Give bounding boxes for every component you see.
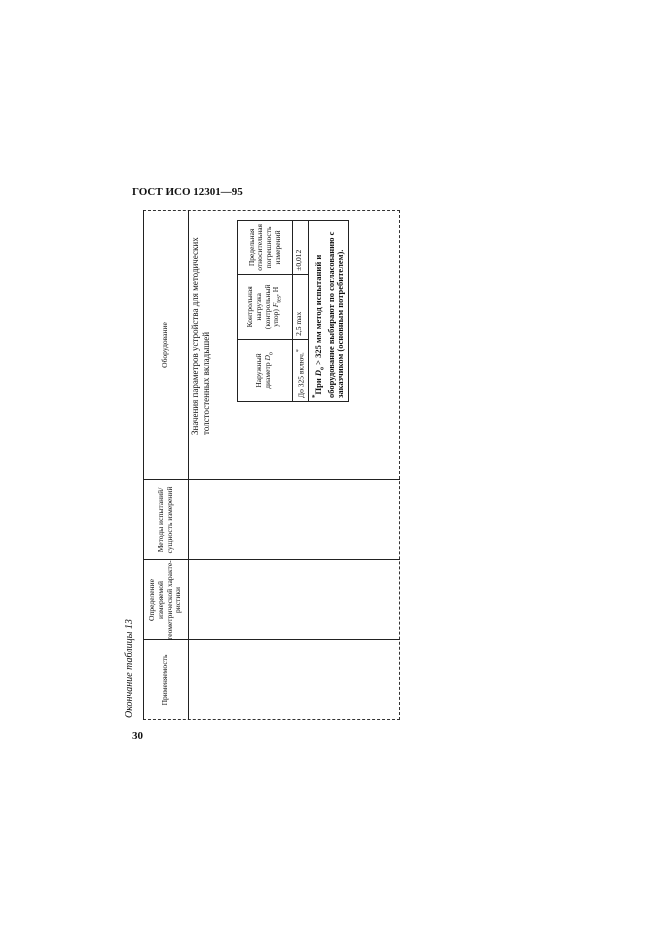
equipment-description: Значения параметров устройства для методических толстостенных вкладышей: [190, 237, 211, 435]
table-caption: Окончание таблицы 13: [124, 619, 135, 718]
column-header-characteristic: Определение измеряемой геометрической характе-ристики: [147, 560, 183, 640]
param-cell-error: ±0,012: [293, 221, 309, 275]
param-header-load: Контрольная нагрузка (контрольный упор) $F_{tes}$, Н: [238, 274, 293, 339]
column-header-equipment: Оборудование: [160, 322, 170, 368]
rotated-table-area: [124, 210, 404, 720]
page-number: 30: [132, 730, 143, 742]
column-header-applicability: Применяемость: [160, 654, 170, 706]
param-header-diameter: Наружный диаметр $D_o$: [238, 339, 293, 401]
table-13-continuation: [143, 210, 400, 720]
column-header-methods: Методы испытаний/ сущность измерений: [155, 486, 174, 554]
document-header: ГОСТ ИСО 12301—95: [132, 186, 243, 198]
table-border-bottom: [399, 210, 400, 720]
parameters-table: [237, 220, 349, 402]
table-footnote: *При $D_o > 325$ мм метод испытаний и оборудование выбирают по согласованию с заказчиком (основным потребителем).: [309, 221, 349, 402]
param-cell-load: 2,5 max: [293, 274, 309, 339]
param-header-error: Предельная относительная погрешность измерений: [238, 221, 293, 275]
header-divider: [188, 210, 189, 720]
param-cell-diameter: До 325 включ.*: [293, 339, 309, 401]
